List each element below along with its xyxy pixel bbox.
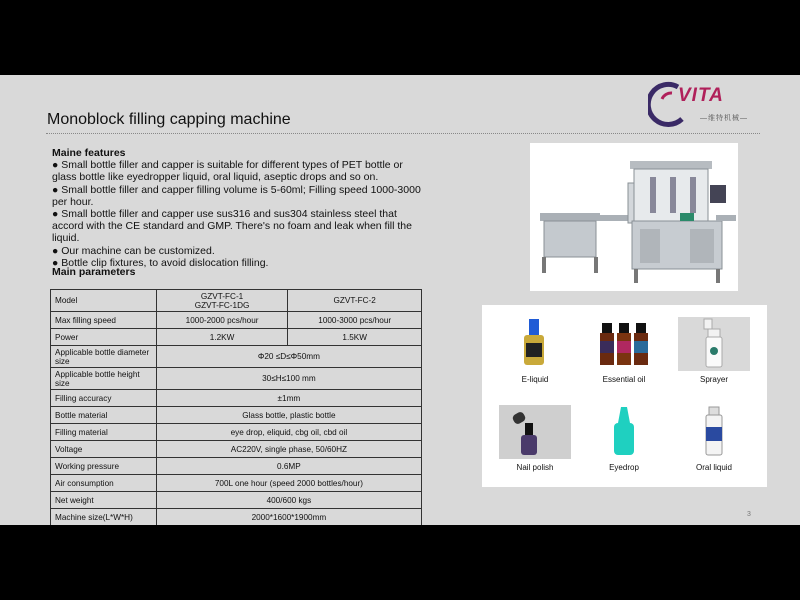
cell-value: Φ20 ≤D≤Φ50mm: [156, 346, 421, 368]
page-title: Monoblock filling capping machine: [47, 111, 291, 128]
logo-word: VITA: [678, 85, 724, 106]
essential-oil-bottles-icon: [588, 317, 660, 371]
table-row: [51, 290, 422, 312]
table-row: [51, 492, 422, 509]
sprayer-bottle-icon: [678, 317, 750, 371]
params-heading: Main parameters: [52, 266, 136, 278]
cell-value: 0.6MP: [156, 458, 421, 475]
cell-value: 1000-3000 pcs/hour: [288, 312, 422, 329]
cell-value: [156, 290, 288, 312]
filling-machine-icon: [530, 143, 738, 291]
cell-label: Voltage: [51, 441, 157, 458]
eyedrop-image: [588, 405, 660, 459]
cell-value: 1000-2000 pcs/hour: [156, 312, 288, 329]
product-label: Nail polish: [516, 463, 554, 472]
essential-oil-image: [588, 317, 660, 371]
product-card: [587, 405, 661, 472]
cell-label: Applicable bottle height size: [51, 368, 157, 390]
table-row: [51, 368, 422, 390]
cell-label: Power: [51, 329, 157, 346]
product-label: Essential oil: [602, 375, 646, 384]
product-card: [677, 317, 751, 384]
cell-value: 1.5KW: [288, 329, 422, 346]
feature-item: ● Bottle clip fixtures, to avoid dislocation filling.: [52, 256, 269, 269]
sprayer-image: [678, 317, 750, 371]
feature-item: ● Small bottle filler and capper filling volume is 5-60ml; Filling speed 1000-3000 per hour.: [52, 183, 421, 208]
model-1: GZVT-FC-1: [200, 291, 244, 301]
features-heading: Maine features: [52, 147, 126, 159]
cell-value: ±1mm: [156, 390, 421, 407]
product-card: [498, 317, 572, 384]
features-section: [52, 147, 427, 269]
cell-value: eye drop, eliquid, cbg oil, cbd oil: [156, 424, 421, 441]
cell-label: Filling material: [51, 424, 157, 441]
feature-item: ● Small bottle filler and capper use sus316 and sus304 stainless steel that accord with the CE standard and GMP. There's no foam and leak when fill the liquid.: [52, 208, 412, 245]
table-row: [51, 458, 422, 475]
table-row: [51, 407, 422, 424]
feature-item: ● Small bottle filler and capper is suitable for different types of PET bottle or glass bottle like eyedropper liquid, oral liquid, aseptic drops and so on.: [52, 159, 403, 184]
cell-value: 2000*1600*1900mm: [156, 509, 421, 526]
product-label: Oral liquid: [695, 463, 732, 472]
oral-liquid-bottle-icon: [678, 405, 750, 459]
brand-logo: [648, 79, 760, 129]
table-row: [51, 346, 422, 368]
product-card: [498, 405, 572, 472]
oral-liquid-image: [678, 405, 750, 459]
machine-photo: [530, 143, 738, 291]
table-row: [51, 312, 422, 329]
table-row: [51, 390, 422, 407]
nail-polish-image: [499, 405, 571, 459]
product-label: Eyedrop: [609, 463, 639, 472]
nail-polish-icon: [499, 405, 571, 459]
slide: [0, 75, 800, 525]
model-1dg: GZVT-FC-1DG: [194, 300, 250, 310]
cell-value: 1.2KW: [156, 329, 288, 346]
cell-label: Machine size(L*W*H): [51, 509, 157, 526]
cell-label: Air consumption: [51, 475, 157, 492]
product-card: [677, 405, 751, 472]
params-table: [50, 289, 422, 525]
table-row: [51, 424, 422, 441]
product-label: Sprayer: [699, 375, 728, 384]
eliquid-bottle-icon: [499, 317, 571, 371]
logo-subtitle: —维特机械—: [700, 115, 748, 122]
product-card: [587, 317, 661, 384]
cell-value: 30≤H≤100 mm: [156, 368, 421, 390]
page-number: 3: [747, 511, 751, 518]
cell-value: 700L one hour (speed 2000 bottles/hour): [156, 475, 421, 492]
cell-label: Bottle material: [51, 407, 157, 424]
cell-label: Filling accuracy: [51, 390, 157, 407]
cell-value: AC220V, single phase, 50/60HZ: [156, 441, 421, 458]
table-row: [51, 441, 422, 458]
cell-value: Glass bottle, plastic bottle: [156, 407, 421, 424]
title-divider: [46, 133, 760, 134]
cell-value: GZVT-FC-2: [288, 290, 422, 312]
applications-panel: [482, 305, 767, 487]
product-label: E-liquid: [521, 375, 549, 384]
cell-label: Model: [51, 290, 157, 312]
table-row: [51, 329, 422, 346]
feature-item: ● Our machine can be customized.: [52, 244, 215, 257]
cell-label: Max filling speed: [51, 312, 157, 329]
cell-label: Net weight: [51, 492, 157, 509]
table-row: [51, 475, 422, 492]
cell-label: Applicable bottle diameter size: [51, 346, 157, 368]
table-row: [51, 509, 422, 526]
eliquid-image: [499, 317, 571, 371]
cell-label: Working pressure: [51, 458, 157, 475]
eyedrop-bottle-icon: [588, 405, 660, 459]
cell-value: 400/600 kgs: [156, 492, 421, 509]
